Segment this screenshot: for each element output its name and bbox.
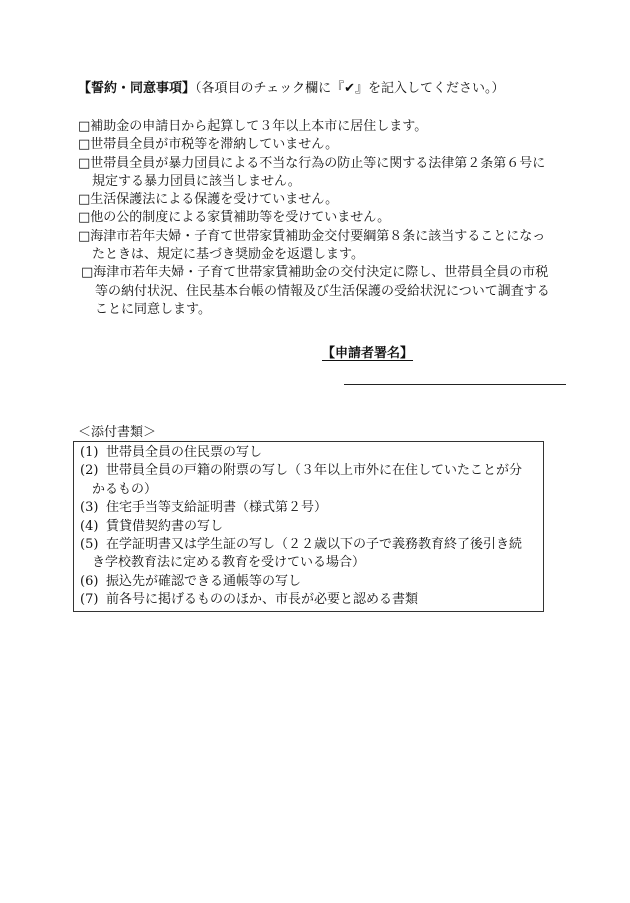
consent-text-continued: ことに同意します。 [95,301,211,317]
consent-text: 世帯員全員が暴力団員による不当な行為の防止等に関する法律第２条第６号に [90,155,546,171]
checkbox[interactable]: □ [78,210,91,226]
consent-text-continued: 等の納付状況、住民基本台帳の情報及び生活保護の受給状況について調査する [95,283,550,299]
attachment-text: 世帯員全員の住民票の写し [106,445,263,460]
consent-item-welfare[interactable] [78,191,573,209]
attachments-box [73,441,544,612]
consent-item-gang[interactable] [78,155,573,192]
attachment-item [80,591,543,609]
consent-list [78,118,573,319]
consent-title: 【誓約・同意事項】 [78,81,196,96]
attachment-number: (2) [80,463,99,479]
attachments-heading: ＜添付書類＞ [78,425,157,440]
consent-text: 他の公的制度による家賃補助等を受けていません。 [90,210,391,226]
checkbox[interactable]: □ [81,265,94,281]
attachment-number: (1) [80,445,99,460]
consent-instruction: （各項目のチェック欄に『✔』を記入してください。） [195,81,505,96]
checkbox[interactable]: □ [78,192,91,208]
consent-text-continued: 規定する暴力団員に該当しません。 [92,173,301,189]
consent-item-refund[interactable] [78,228,573,265]
attachment-text: 在学証明書又は学生証の写し（２２歳以下の子で義務教育終了後引き続 [106,537,523,553]
attachment-item [80,573,543,591]
attachment-number: (7) [80,592,99,608]
consent-item-investigation[interactable] [78,264,573,319]
attachment-item [80,462,543,499]
attachment-text: 前各号に掲げるもののほか、市長が必要と認める書類 [106,592,419,608]
consent-text: 生活保護法による保護を受けていません。 [90,192,339,208]
attachment-item [80,536,543,573]
attachment-item [80,444,543,462]
attachment-item [80,518,543,536]
signature-line[interactable] [344,384,566,385]
attachment-text: 世帯員全員の戸籍の附票の写し（３年以上市外に在住していたことが分 [106,463,523,479]
consent-text: 世帯員全員が市税等を滞納していません。 [90,137,339,153]
attachment-text: 賃貸借契約書の写し [106,518,224,534]
checkbox[interactable]: □ [78,137,91,153]
consent-text: 海津市若年夫婦・子育て世帯家賃補助金の交付決定に際し、世帯員全員の市税 [93,265,549,281]
attachment-number: (4) [80,518,99,534]
attachment-text-continued: かるもの） [92,481,158,497]
attachment-item [80,499,543,517]
attachment-text: 住宅手当等支給証明書（様式第２号） [106,500,328,516]
consent-item-rent-aid[interactable] [78,209,573,227]
attachment-text: 振込先が確認できる通帳等の写し [106,573,302,589]
consent-heading [78,80,505,98]
checkbox[interactable]: □ [78,228,91,244]
consent-text-continued: たときは、規定に基づき奨励金を返還します。 [92,247,364,263]
attachment-text-continued: き学校教育法に定める教育を受けている場合） [92,555,366,571]
consent-item-residence[interactable] [78,118,573,136]
consent-text: 補助金の申請日から起算して３年以上本市に居住します。 [90,119,428,134]
consent-text: 海津市若年夫婦・子育て世帯家賃補助金交付要綱第８条に該当することになっ [90,228,546,244]
attachment-number: (5) [80,537,99,553]
signature-label: 【申請者署名】 [322,346,414,361]
attachment-number: (3) [80,500,99,516]
checkbox[interactable]: □ [78,155,91,171]
checkbox[interactable]: □ [78,119,91,134]
consent-item-tax[interactable] [78,136,573,154]
attachment-number: (6) [80,573,99,589]
